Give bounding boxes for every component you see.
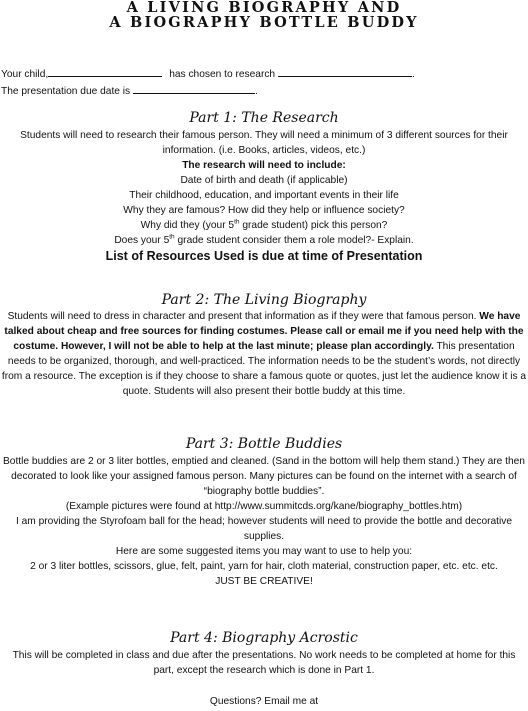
part1-section xyxy=(1,110,527,265)
part2-text-2: This presentation needs to be organized, thorough, and well-practiced. The information needs to be the student’s words, not directly from a resource. The exception is if they choose to share a famous quote or quotes, just let the audience know it is a quote. Students will also present their bottle buddy at this time. xyxy=(1,341,527,397)
document-title-line1: A LIVING BIOGRAPHY AND xyxy=(126,0,402,16)
part1-item-5-a: Does your 5 xyxy=(114,235,170,246)
part1-item-5 xyxy=(1,233,527,248)
part1-item-4 xyxy=(1,218,527,233)
part3-creative: JUST BE CREATIVE! xyxy=(215,576,313,587)
part3-heading: Part 3: Bottle Buddies xyxy=(185,436,343,452)
part1-heading: Part 1: The Research xyxy=(189,110,339,126)
part1-item-1: Date of birth and death (if applicable) xyxy=(180,175,348,186)
intro-your-child-label: Your child, xyxy=(1,69,49,80)
part1-item-5-b: grade student consider them a role model?- Explain. xyxy=(177,235,414,246)
intro-has-chosen-label: has chosen to research xyxy=(169,69,276,80)
part2-paragraph xyxy=(1,309,527,399)
part1-item-3: Why they are famous? How did they help or influence society? xyxy=(123,205,405,216)
part1-item-5-sup: th xyxy=(169,233,175,241)
part2-heading: Part 2: The Living Biography xyxy=(161,292,367,308)
part3-paragraph-1: Bottle buddies are 2 or 3 liter bottles, emptied and cleaned. (Sand in the bottom will help them stand.) They are then decorated to look like your assigned famous person. Many pictures can be found on the internet with a search of “biography bottle buddies”. xyxy=(3,456,525,497)
part3-suggest: Here are some suggested items you may want to use to help you: xyxy=(115,546,413,557)
part1-item-2: Their childhood, education, and important events in their life xyxy=(129,190,399,201)
footer-questions: Questions? Email me at xyxy=(209,696,319,707)
research-subject-blank[interactable] xyxy=(278,66,412,77)
part1-item-4-sup: th xyxy=(234,218,240,226)
due-date-blank[interactable] xyxy=(133,83,255,94)
child-name-blank[interactable] xyxy=(48,66,162,77)
part3-items: 2 or 3 liter bottles, scissors, glue, felt, paint, yarn for hair, cloth material, construction paper, etc. etc. etc. xyxy=(30,561,498,572)
part2-section xyxy=(1,292,527,399)
intro-block xyxy=(1,66,527,99)
part3-example-link[interactable]: (Example pictures were found at http://www.summitcds.org/kane/biography_bottles.htm) xyxy=(65,501,463,512)
part4-section xyxy=(1,630,527,678)
part4-paragraph: This will be completed in class and due after the presentations. No work needs to be completed at home for this part, except the research which is done in Part 1. xyxy=(12,650,516,676)
intro-line-child: Your child, has chosen to research . xyxy=(1,66,527,83)
part2-text-1: Students will need to dress in character and present that information as if they were that famous person. xyxy=(7,311,477,322)
part1-paragraph: Students will need to research their famous person. They will need a minimum of 3 different sources for their information. (i.e. Books, articles, videos, etc.) xyxy=(20,130,508,156)
intro-line-due: The presentation due date is . xyxy=(1,83,527,100)
part1-resources-note: List of Resources Used is due at time of Presentation xyxy=(105,249,423,263)
part1-item-4-a: Why did they (your 5 xyxy=(140,220,235,231)
part3-paragraph-2: I am providing the Styrofoam ball for the head; however students will need to provide the bottle and decorative supplies. xyxy=(15,516,513,542)
part4-heading: Part 4: Biography Acrostic xyxy=(170,630,358,646)
intro-due-date-label: The presentation due date is xyxy=(1,85,131,97)
part3-section xyxy=(1,436,527,589)
part1-item-4-b: grade student) pick this person? xyxy=(242,220,388,231)
document-title-line2: A BIOGRAPHY BOTTLE BUDDY xyxy=(109,14,419,31)
part2-bold-text: We have talked about cheap and free sources for finding costumes. Please call or email me if you need help with the costume. However, I will not be able to help at the last minute; please plan accordingly. xyxy=(4,311,524,352)
part1-include-heading: The research will need to include: xyxy=(182,160,346,171)
